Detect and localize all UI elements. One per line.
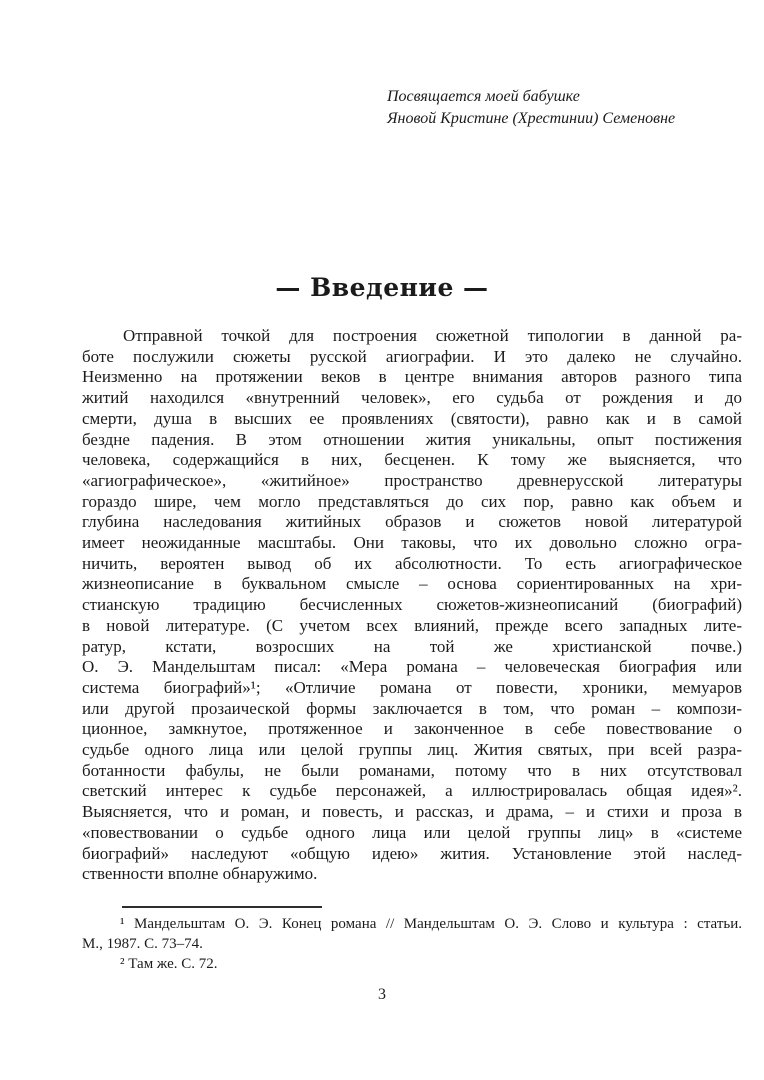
body-line: О. Э. Мандельштам писал: «Мера романа – человеческая биография или bbox=[82, 657, 742, 677]
body-line: имеет неожиданные масштабы. Они таковы, что их довольно сложно огра- bbox=[82, 533, 742, 553]
body-paragraph bbox=[82, 326, 742, 885]
body-line: смерти, душа в высших ее проявлениях (святости), равно как и в самой bbox=[82, 408, 742, 428]
footnotes bbox=[82, 914, 742, 974]
page-number: 3 bbox=[378, 986, 386, 1003]
body-line: житий находился «внутренний человек», его судьба от рождения и до bbox=[82, 388, 742, 408]
chapter-heading: — Введение — bbox=[275, 273, 489, 302]
body-line: ционное, замкнутое, протяженное и законченное в себе повествование о bbox=[82, 719, 742, 739]
dedication bbox=[387, 86, 675, 130]
dedication-line: Яновой Кристине (Хрестинии) Семеновне bbox=[387, 110, 676, 127]
body-line: ственности вполне обнаружимо. bbox=[82, 864, 318, 884]
body-line: Неизменно на протяжении веков в центре внимания авторов разного типа bbox=[82, 367, 742, 387]
body-line: биографий» наследуют «общую идею» жития. Установление этой наслед- bbox=[82, 843, 742, 863]
body-line: ратур, кстати, возросших на той же христианской почве.) bbox=[82, 636, 742, 656]
footnote-line: ¹ Мандельштам О. Э. Конец романа // Мандельштам О. Э. Слово и культура : статьи. bbox=[120, 916, 742, 932]
body-line: «агиографическое», «житийное» пространство древнерусской литературы bbox=[82, 470, 742, 490]
body-line: глубина наследования житийных образов и сюжетов новой литературой bbox=[82, 512, 742, 532]
body-line: Выясняется, что и роман, и повесть, и рассказ, и драма, – и стихи и проза в bbox=[82, 802, 742, 822]
body-line: боте послужили сюжеты русской агиографии. И это далеко не случайно. bbox=[82, 346, 742, 366]
footnote-separator bbox=[122, 906, 322, 908]
body-line: в новой литературе. (С учетом всех влияний, прежде всего западных лите- bbox=[82, 615, 742, 635]
dedication-line: Посвящается моей бабушке bbox=[387, 88, 580, 105]
body-line: жизнеописание в буквальном смысле – основа сориентированных на хри- bbox=[82, 574, 742, 594]
body-line: стианскую традицию бесчисленных сюжетов-жизнеописаний (биографий) bbox=[82, 595, 742, 615]
body-line: Отправной точкой для построения сюжетной типологии в данной ра- bbox=[123, 326, 742, 345]
body-line: система биографий»¹; «Отличие романа от повести, хроники, мемуаров bbox=[82, 677, 742, 697]
body-line: ничить, вероятен вывод об их абсолютности. То есть агиографическое bbox=[82, 553, 742, 573]
body-line: ботанности фабулы, не были романами, потому что в них отсутствовал bbox=[82, 760, 742, 780]
body-line: светский интерес к судьбе персонажей, а иллюстрировалась общая идея»². bbox=[82, 781, 742, 801]
footnote-line: ² Там же. С. 72. bbox=[120, 956, 218, 972]
body-line: гораздо шире, чем могло представляться до сих пор, равно как объем и bbox=[82, 491, 742, 511]
footnote-line: М., 1987. С. 73–74. bbox=[82, 936, 203, 952]
body-line: судьбе одного лица или целой группы лиц. Жития святых, при всей разра- bbox=[82, 740, 742, 760]
body-line: или другой прозаической формы заключается в том, что роман – компози- bbox=[82, 698, 742, 718]
body-line: человека, содержащийся в них, бесценен. К тому же выясняется, что bbox=[82, 450, 742, 470]
body-line: «повествовании о судьбе одного лица или целой группы лиц» в «системе bbox=[82, 822, 742, 842]
body-line: бездне падения. В этом отношении жития уникальны, опыт постижения bbox=[82, 429, 742, 449]
